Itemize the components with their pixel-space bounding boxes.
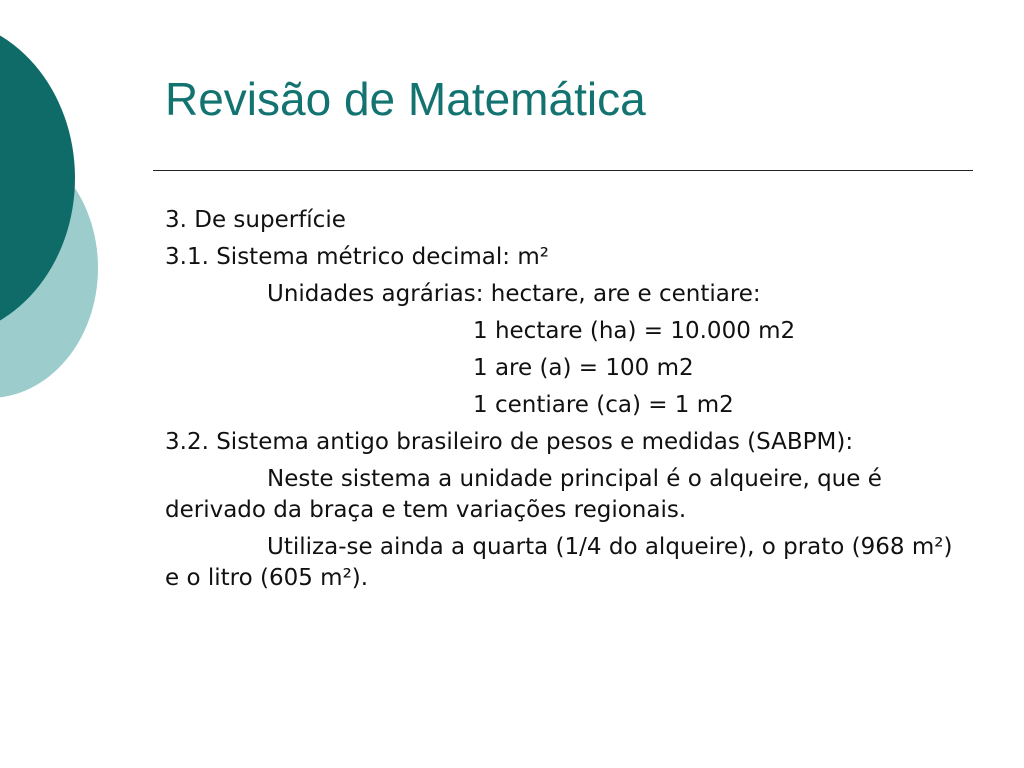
title-divider bbox=[153, 170, 973, 171]
hectare-line: 1 hectare (ha) = 10.000 m2 bbox=[473, 318, 796, 344]
slide-body bbox=[165, 205, 955, 600]
paragraph: Utiliza-se ainda a quarta (1/4 do alqueire), o prato (968 m²) e o litro (605 m²). bbox=[165, 534, 953, 591]
centiare-line: 1 centiare (ca) = 1 m2 bbox=[473, 392, 734, 418]
are-line: 1 are (a) = 100 m2 bbox=[473, 355, 694, 381]
subsection-heading: 3.1. Sistema métrico decimal: m² bbox=[165, 244, 549, 270]
agrarian-units-line: Unidades agrárias: hectare, are e centiare: bbox=[267, 281, 761, 307]
slide-title: Revisão de Matemática bbox=[165, 73, 646, 125]
section-heading: 3. De superfície bbox=[165, 207, 346, 233]
subsection-heading: 3.2. Sistema antigo brasileiro de pesos e medidas (SABPM): bbox=[165, 429, 854, 455]
paragraph: Neste sistema a unidade principal é o alqueire, que é derivado da braça e tem variações regionais. bbox=[165, 466, 882, 523]
